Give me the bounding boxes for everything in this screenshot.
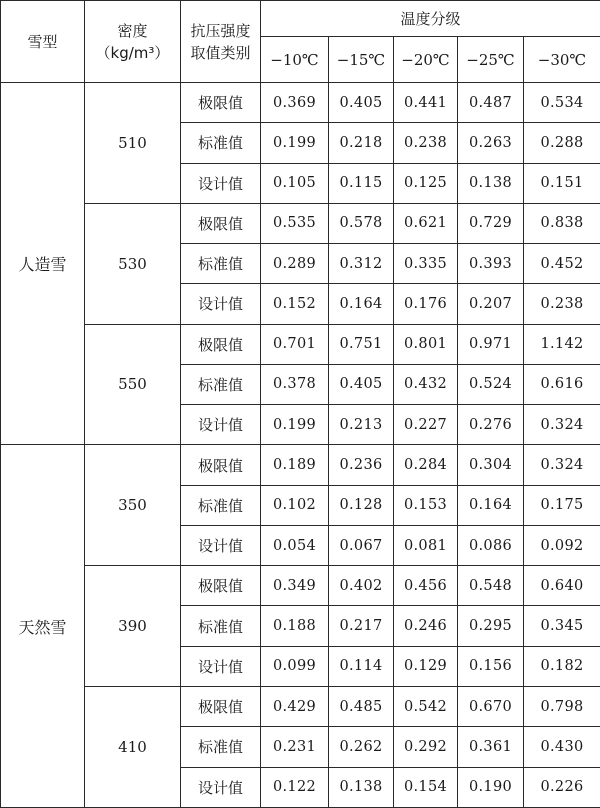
header-temp-1: −10℃ — [261, 37, 329, 83]
strength-value-cell: 0.378 — [261, 364, 329, 404]
strength-value-cell: 0.335 — [394, 244, 458, 284]
strength-value-cell: 0.429 — [261, 686, 329, 726]
header-density-unit: （kg/m³） — [95, 43, 170, 62]
strength-value-cell: 0.154 — [394, 767, 458, 807]
strength-category-cell: 标准值 — [181, 485, 261, 525]
strength-value-cell: 0.054 — [261, 525, 329, 565]
strength-value-cell: 0.138 — [329, 767, 394, 807]
strength-value-cell: 0.485 — [329, 686, 394, 726]
density-cell: 510 — [85, 83, 181, 204]
strength-value-cell: 0.236 — [329, 445, 394, 485]
strength-value-cell: 0.288 — [524, 123, 600, 163]
strength-category-cell: 标准值 — [181, 364, 261, 404]
strength-value-cell: 0.217 — [329, 606, 394, 646]
density-cell: 530 — [85, 203, 181, 324]
strength-value-cell: 0.115 — [329, 163, 394, 203]
strength-value-cell: 0.452 — [524, 244, 600, 284]
strength-value-cell: 0.345 — [524, 606, 600, 646]
strength-value-cell: 0.226 — [524, 767, 600, 807]
density-cell: 410 — [85, 686, 181, 807]
strength-value-cell: 0.199 — [261, 123, 329, 163]
header-strength-sub: 取值类别 — [190, 43, 251, 62]
strength-value-cell: 0.128 — [329, 485, 394, 525]
strength-value-cell: 0.284 — [394, 445, 458, 485]
strength-value-cell: 0.067 — [329, 525, 394, 565]
strength-value-cell: 0.535 — [261, 203, 329, 243]
header-temp-3: −20℃ — [394, 37, 458, 83]
strength-value-cell: 0.801 — [394, 324, 458, 364]
strength-value-cell: 0.092 — [524, 525, 600, 565]
strength-value-cell: 0.487 — [458, 83, 524, 123]
strength-category-cell: 极限值 — [181, 445, 261, 485]
strength-category-cell: 极限值 — [181, 83, 261, 123]
table-row — [1, 566, 600, 606]
strength-value-cell: 0.231 — [261, 727, 329, 767]
strength-value-cell: 0.164 — [329, 284, 394, 324]
strength-category-cell: 设计值 — [181, 767, 261, 807]
density-cell: 350 — [85, 445, 181, 566]
table-row — [1, 686, 600, 726]
strength-category-cell: 极限值 — [181, 203, 261, 243]
strength-value-cell: 0.125 — [394, 163, 458, 203]
table-row — [1, 324, 600, 364]
strength-value-cell: 0.361 — [458, 727, 524, 767]
strength-category-cell: 极限值 — [181, 324, 261, 364]
strength-value-cell: 0.153 — [394, 485, 458, 525]
strength-value-cell: 0.152 — [261, 284, 329, 324]
strength-value-cell: 0.324 — [524, 405, 600, 445]
strength-value-cell: 0.402 — [329, 566, 394, 606]
strength-value-cell: 0.616 — [524, 364, 600, 404]
strength-value-cell: 0.289 — [261, 244, 329, 284]
strength-value-cell: 1.142 — [524, 324, 600, 364]
strength-value-cell: 0.218 — [329, 123, 394, 163]
strength-value-cell: 0.640 — [524, 566, 600, 606]
strength-value-cell: 0.227 — [394, 405, 458, 445]
strength-category-cell: 设计值 — [181, 284, 261, 324]
table-body — [1, 83, 600, 808]
strength-value-cell: 0.838 — [524, 203, 600, 243]
strength-value-cell: 0.430 — [524, 727, 600, 767]
header-temp-2: −15℃ — [329, 37, 394, 83]
strength-value-cell: 0.405 — [329, 83, 394, 123]
strength-value-cell: 0.670 — [458, 686, 524, 726]
header-strength-label: 抗压强度 — [190, 21, 251, 40]
strength-value-cell: 0.086 — [458, 525, 524, 565]
strength-value-cell: 0.524 — [458, 364, 524, 404]
table-row — [1, 203, 600, 243]
strength-value-cell: 0.304 — [458, 445, 524, 485]
strength-value-cell: 0.081 — [394, 525, 458, 565]
strength-value-cell: 0.102 — [261, 485, 329, 525]
strength-value-cell: 0.182 — [524, 646, 600, 686]
density-cell: 550 — [85, 324, 181, 445]
strength-value-cell: 0.349 — [261, 566, 329, 606]
strength-category-cell: 标准值 — [181, 123, 261, 163]
strength-value-cell: 0.105 — [261, 163, 329, 203]
header-density — [85, 1, 181, 83]
strength-category-cell: 极限值 — [181, 566, 261, 606]
strength-value-cell: 0.295 — [458, 606, 524, 646]
strength-value-cell: 0.751 — [329, 324, 394, 364]
strength-value-cell: 0.164 — [458, 485, 524, 525]
strength-category-cell: 标准值 — [181, 244, 261, 284]
strength-value-cell: 0.405 — [329, 364, 394, 404]
snow-type-cell: 天然雪 — [1, 445, 85, 808]
header-strength-category — [181, 1, 261, 83]
strength-value-cell: 0.701 — [261, 324, 329, 364]
table-row — [1, 83, 600, 123]
density-cell: 390 — [85, 566, 181, 687]
strength-value-cell: 0.176 — [394, 284, 458, 324]
header-density-label: 密度 — [117, 21, 148, 40]
strength-category-cell: 标准值 — [181, 727, 261, 767]
strength-value-cell: 0.156 — [458, 646, 524, 686]
strength-category-cell: 设计值 — [181, 163, 261, 203]
header-temperature-group: 温度分级 — [261, 1, 600, 37]
strength-value-cell: 0.324 — [524, 445, 600, 485]
strength-value-cell: 0.292 — [394, 727, 458, 767]
header-snow-type: 雪型 — [1, 1, 85, 83]
header-temp-5: −30℃ — [524, 37, 600, 83]
strength-value-cell: 0.369 — [261, 83, 329, 123]
strength-value-cell: 0.238 — [524, 284, 600, 324]
strength-value-cell: 0.312 — [329, 244, 394, 284]
strength-value-cell: 0.729 — [458, 203, 524, 243]
strength-value-cell: 0.175 — [524, 485, 600, 525]
strength-value-cell: 0.621 — [394, 203, 458, 243]
strength-category-cell: 标准值 — [181, 606, 261, 646]
strength-value-cell: 0.262 — [329, 727, 394, 767]
strength-value-cell: 0.432 — [394, 364, 458, 404]
strength-value-cell: 0.189 — [261, 445, 329, 485]
strength-value-cell: 0.122 — [261, 767, 329, 807]
strength-category-cell: 设计值 — [181, 405, 261, 445]
strength-value-cell: 0.441 — [394, 83, 458, 123]
strength-value-cell: 0.207 — [458, 284, 524, 324]
strength-value-cell: 0.246 — [394, 606, 458, 646]
strength-value-cell: 0.534 — [524, 83, 600, 123]
strength-value-cell: 0.151 — [524, 163, 600, 203]
table-row — [1, 445, 600, 485]
strength-value-cell: 0.199 — [261, 405, 329, 445]
strength-value-cell: 0.263 — [458, 123, 524, 163]
strength-value-cell: 0.238 — [394, 123, 458, 163]
strength-value-cell: 0.188 — [261, 606, 329, 646]
strength-value-cell: 0.138 — [458, 163, 524, 203]
strength-value-cell: 0.190 — [458, 767, 524, 807]
strength-value-cell: 0.099 — [261, 646, 329, 686]
strength-value-cell: 0.213 — [329, 405, 394, 445]
strength-value-cell: 0.548 — [458, 566, 524, 606]
strength-category-cell: 设计值 — [181, 646, 261, 686]
strength-category-cell: 极限值 — [181, 686, 261, 726]
snow-type-cell: 人造雪 — [1, 83, 85, 445]
strength-value-cell: 0.578 — [329, 203, 394, 243]
strength-value-cell: 0.456 — [394, 566, 458, 606]
header-temp-4: −25℃ — [458, 37, 524, 83]
strength-category-cell: 设计值 — [181, 525, 261, 565]
strength-value-cell: 0.971 — [458, 324, 524, 364]
strength-value-cell: 0.129 — [394, 646, 458, 686]
strength-value-cell: 0.542 — [394, 686, 458, 726]
strength-value-cell: 0.276 — [458, 405, 524, 445]
strength-value-cell: 0.114 — [329, 646, 394, 686]
strength-value-cell: 0.798 — [524, 686, 600, 726]
strength-value-cell: 0.393 — [458, 244, 524, 284]
